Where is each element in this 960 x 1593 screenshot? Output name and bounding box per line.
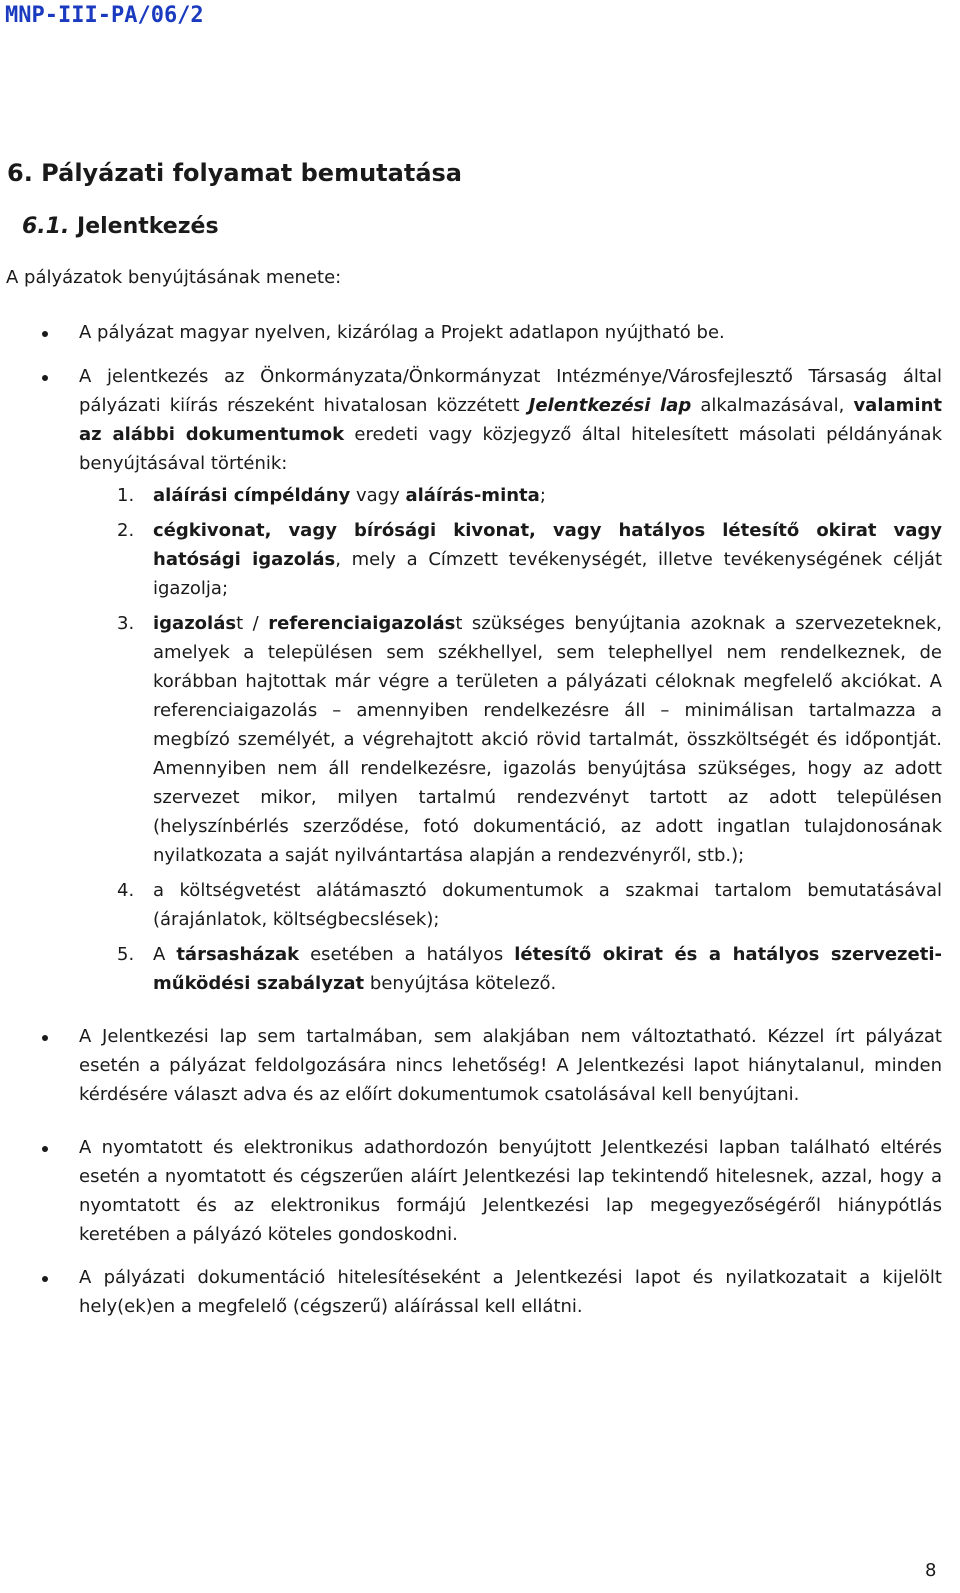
item-number: 1. <box>117 485 135 506</box>
bullet-text-part: eredeti vagy közjegyző által hitelesített másolati példányának benyújtásával történik: <box>79 424 942 474</box>
bullet-text-part: alkalmazásával, <box>691 395 854 416</box>
page-number: 8 <box>925 1560 937 1581</box>
document-item <box>79 940 942 998</box>
bullet-icon <box>42 375 48 381</box>
bullet-text-part: A jelentkezés az Önkormányzata/Önkormányzat Intézménye/Városfejlesztő Társaság által pályázati kiírás részeként hivatalosan közzétett <box>79 366 942 416</box>
document-item <box>79 481 942 510</box>
item-text: ; <box>539 485 546 506</box>
bullet-text: A nyomtatott és elektronikus adathordozón benyújtott Jelentkezési lapban található eltérés esetén a nyomtatott és cégszerűen aláírt Jelentkezési lap tekintendő hitelesnek, azzal, hogy a nyomtatott és az elektronikus formájú Jelentkezési lap megegyezőségéről hiánypótlás keretében a pályázó köteles gondoskodni. <box>79 1137 942 1245</box>
emphasis-text: referenciaigazolás <box>268 613 456 634</box>
bullet-icon <box>42 1276 48 1282</box>
documents-emphasis: valamint az alábbi dokumentumok <box>79 395 942 445</box>
item-text: vagy <box>350 485 406 506</box>
document-item <box>79 876 942 934</box>
item-number: 3. <box>117 613 135 634</box>
subsection-title <box>22 213 219 241</box>
item-text: a költségvetést alátámasztó dokumentumok a szakmai tartalom bemutatásával (árajánlatok, költségbecslések); <box>153 880 942 930</box>
item-number: 2. <box>117 520 135 541</box>
emphasis-text: aláírási címpéldány <box>153 485 351 506</box>
list-item <box>0 1263 942 1321</box>
section-title: 6. Pályázati folyamat bemutatása <box>7 159 462 187</box>
bullet-text: A pályázat magyar nyelven, kizárólag a Projekt adatlapon nyújtható be. <box>79 322 725 343</box>
list-item <box>0 1022 942 1109</box>
item-text: A <box>153 944 177 965</box>
item-number: 5. <box>117 944 135 965</box>
subsection-number: 6.1. <box>22 214 70 239</box>
document-code: MNP-III-PA/06/2 <box>5 3 204 28</box>
list-item <box>0 362 942 998</box>
emphasis-text: igazolás <box>153 613 237 634</box>
form-name-emphasis: Jelentkezési lap <box>528 395 692 416</box>
bullet-icon <box>42 1146 48 1152</box>
item-text: t / <box>236 613 269 634</box>
requirements-list <box>0 318 960 1321</box>
emphasis-text: létesítő okirat és a hatályos szervezeti-működési szabályzat <box>153 944 942 994</box>
document-item <box>79 516 942 603</box>
item-text: t szükséges benyújtania azoknak a szervezeteknek, amelyek a településen sem székhellyel, sem telephellyel nem rendelkeznek, de korábban hajtottak már végre a területen a pályázati céloknak megfelelő akciókat. A referenciaigazolás – amennyiben rendelkezésre áll – minimálisan tartalmazza a megbízó személyét, a végrehajtott akció rövid tartalmát, összköltségét és időpontját. Amennyiben nem áll rendelkezésre, igazolás benyújtása szükséges, hogy az adott szervezet mikor, milyen tartalmú rendezvényt tartott az adott településen (helyszínbérlés szerződése, fotó dokumentáció, az adott ingatlan tulajdonosának nyilatkozata a saját nyilvántartása alapján a rendezvényről, stb.); <box>153 613 942 866</box>
emphasis-text: cégkivonat, vagy bírósági kivonat, vagy hatályos létesítő okirat vagy hatósági igazolás <box>153 520 942 570</box>
bullet-icon <box>42 331 48 337</box>
documents-list <box>79 481 942 998</box>
emphasis-text: aláírás-minta <box>405 485 540 506</box>
emphasis-text: társasházak <box>176 944 300 965</box>
item-number: 4. <box>117 880 135 901</box>
list-item <box>0 1133 942 1249</box>
subsection-label: Jelentkezés <box>77 214 219 239</box>
bullet-text: A pályázati dokumentáció hitelesítéseként a Jelentkezési lapot és nyilatkozatait a kijelölt hely(ek)en a megfelelő (cégszerű) aláírással kell ellátni. <box>79 1267 942 1317</box>
item-text: esetében a hatályos <box>299 944 515 965</box>
item-text: benyújtása kötelező. <box>364 973 557 994</box>
document-item <box>79 609 942 870</box>
item-text: , mely a Címzett tevékenységét, illetve tevékenységének célját igazolja; <box>153 549 943 599</box>
list-item <box>0 318 942 347</box>
intro-paragraph: A pályázatok benyújtásának menete: <box>6 267 342 288</box>
bullet-icon <box>42 1035 48 1041</box>
bullet-text: A Jelentkezési lap sem tartalmában, sem alakjában nem változtatható. Kézzel írt pályázat esetén a pályázat feldolgozására nincs lehetőség! A Jelentkezési lapot hiánytalanul, minden kérdésére választ adva és az előírt dokumentumok csatolásával kell benyújtani. <box>79 1026 942 1105</box>
